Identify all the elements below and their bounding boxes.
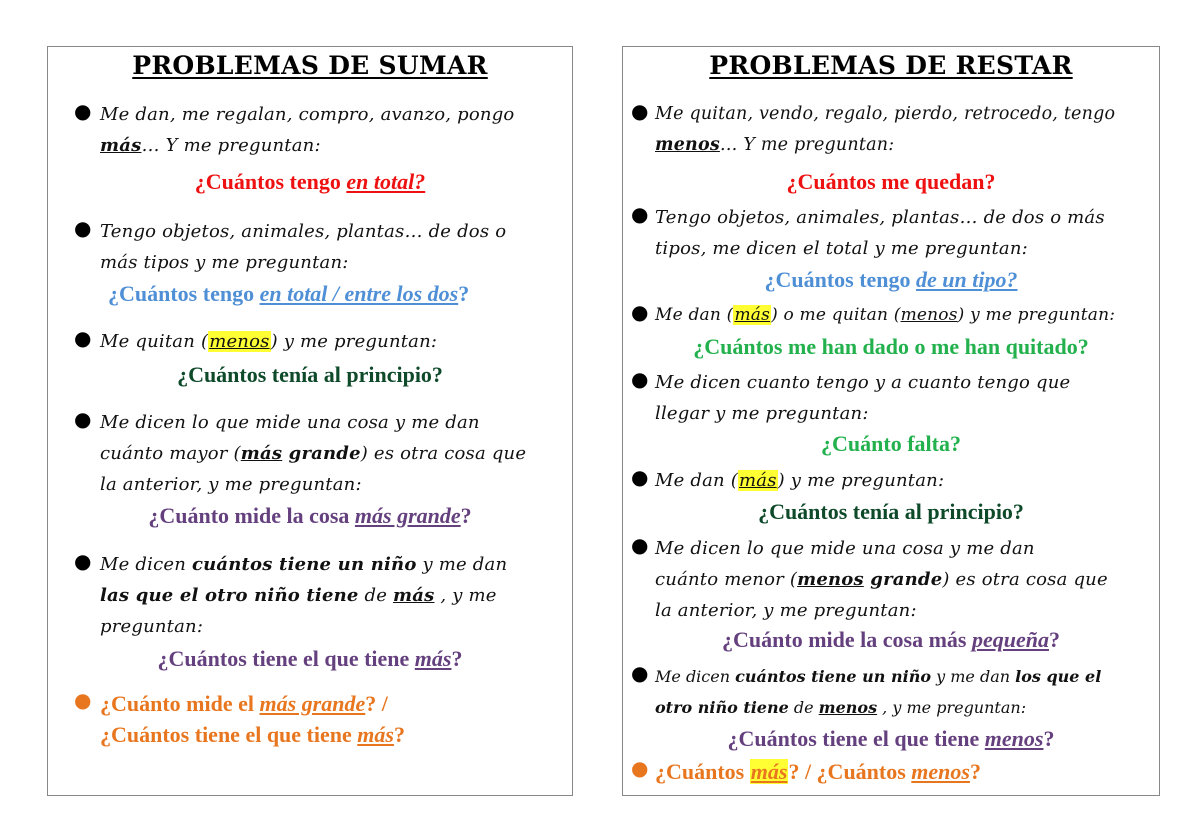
restar-item-5: Me dan (más) y me preguntan: xyxy=(655,470,945,491)
sumar-question-3: ¿Cuántos tenía al principio? xyxy=(177,362,443,387)
bullet-icon: ● xyxy=(631,756,649,780)
highlight-mas: más xyxy=(739,470,777,491)
restar-item-7: Me dicen cuántos tiene un niño y me dan los que el otro niño tiene de menos , y me preguntan: xyxy=(655,667,1102,717)
restar-item-3: Me dan (más) o me quitan (menos) y me preguntan: xyxy=(655,305,1116,325)
restar-card xyxy=(622,46,1160,796)
restar-summary: ¿Cuántos más? / ¿Cuántos menos? xyxy=(655,759,981,784)
restar-question-1: ¿Cuántos me quedan? xyxy=(786,169,996,194)
restar-question-7: ¿Cuántos tiene el que tiene menos? xyxy=(727,726,1055,751)
bullet-icon: ● xyxy=(631,533,649,557)
sumar-question-4: ¿Cuánto mide la cosa más grande? xyxy=(148,503,472,528)
restar-item-6: Me dicen lo que mide una cosa y me dan cuánto menor (menos grande) es otra cosa que la anterior, y me preguntan: xyxy=(655,538,1108,621)
restar-item-2: Tengo objetos, animales, plantas… de dos o más tipos, me dicen el total y me preguntan: xyxy=(655,207,1105,259)
sumar-summary: ¿Cuánto mide el más grande? / ¿Cuántos tiene el que tiene más? xyxy=(100,691,405,747)
sumar-item-2-line-1: Tengo objetos, animales, plantas… de dos o xyxy=(100,221,507,242)
restar-question-6: ¿Cuánto mide la cosa más pequeña? xyxy=(722,627,1060,652)
highlight-menos: menos xyxy=(209,331,270,352)
restar-item-1: Me quitan, vendo, regalo, pierdo, retrocedo, tengo menos… Y me preguntan: xyxy=(655,104,1116,155)
sumar-item-3: Me quitan (menos) y me preguntan: xyxy=(100,331,438,352)
sumar-item-1 xyxy=(100,99,514,161)
bullet-icon: ● xyxy=(631,202,649,226)
sumar-item-2-line-2: más tipos y me preguntan: xyxy=(100,252,349,273)
bullet-icon: ● xyxy=(631,99,649,123)
restar-question-2: ¿Cuántos tengo de un tipo? xyxy=(764,267,1018,292)
sumar-item-4: Me dicen lo que mide una cosa y me dan cuánto mayor (más grande) es otra cosa que la anterior, y me preguntan: xyxy=(100,412,527,495)
bullet-icon: ● xyxy=(74,688,92,712)
sumar-item-1-line-1: Me dan, me regalan, compro, avanzo, pongo xyxy=(100,104,515,125)
sumar-item-2 xyxy=(100,216,506,278)
bullet-icon: ● xyxy=(631,367,649,391)
sumar-question-1: ¿Cuántos tengo en total? xyxy=(194,169,426,194)
sumar-item-1-line-2: … Y me preguntan: xyxy=(141,135,321,156)
sumar-title: PROBLEMAS DE SUMAR xyxy=(132,51,488,80)
restar-title: PROBLEMAS DE RESTAR xyxy=(709,51,1073,80)
sumar-card xyxy=(47,46,573,796)
restar-item-4: Me dicen cuanto tengo y a cuanto tengo que llegar y me preguntan: xyxy=(655,372,1071,424)
bullet-icon: ● xyxy=(631,300,649,324)
highlight-mas: más xyxy=(734,305,771,325)
restar-question-3: ¿Cuántos me han dado o me han quitado? xyxy=(693,334,1089,359)
sumar-question-5: ¿Cuántos tiene el que tiene más? xyxy=(157,646,463,671)
bullet-icon: ● xyxy=(74,216,92,240)
bullet-icon: ● xyxy=(631,661,649,685)
restar-question-4: ¿Cuánto falta? xyxy=(821,431,961,456)
bullet-icon: ● xyxy=(631,465,649,489)
sumar-question-2: ¿Cuántos tengo en total / entre los dos? xyxy=(108,281,470,306)
bullet-icon: ● xyxy=(74,549,92,573)
bullet-icon: ● xyxy=(74,99,92,123)
restar-question-5: ¿Cuántos tenía al principio? xyxy=(758,499,1024,524)
emphasis-mas: más xyxy=(100,135,142,156)
bullet-icon: ● xyxy=(74,407,92,431)
bullet-icon: ● xyxy=(74,326,92,350)
sumar-item-5: Me dicen cuántos tiene un niño y me dan las que el otro niño tiene de más , y me preguntan: xyxy=(100,554,508,637)
